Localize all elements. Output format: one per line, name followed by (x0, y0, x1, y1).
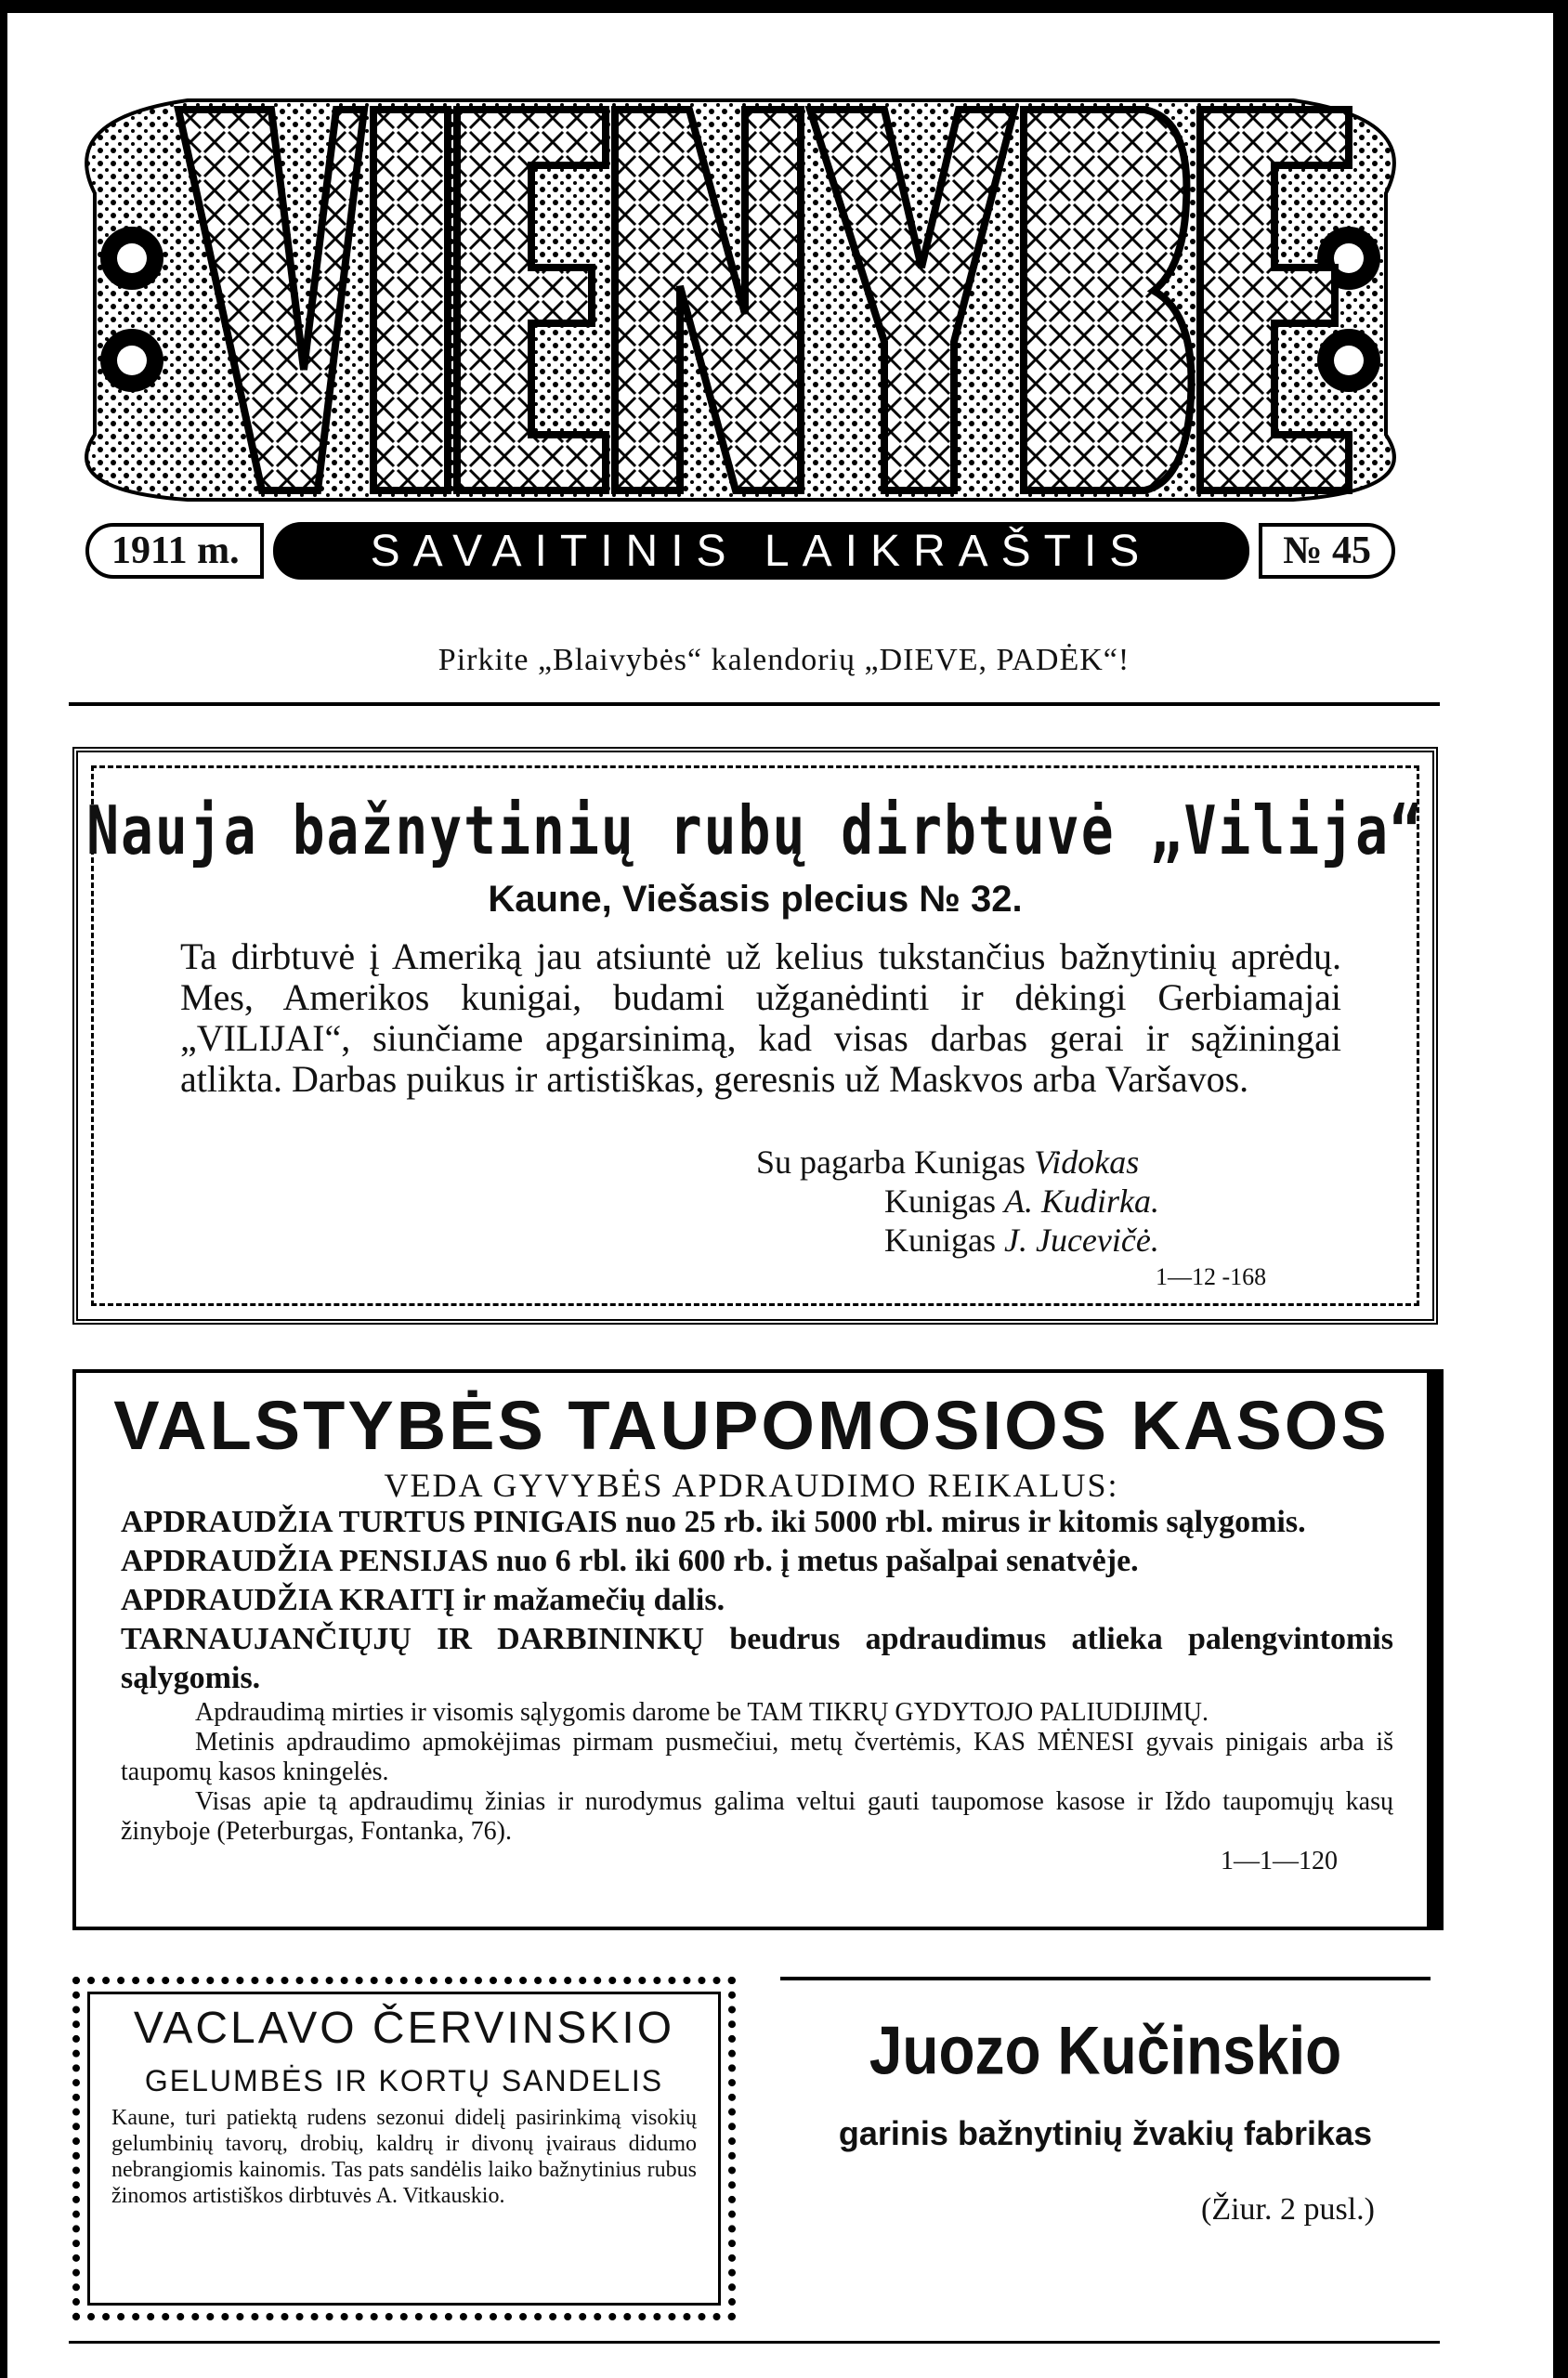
ad-vilija-signature-2 (884, 1182, 1159, 1221)
ad-kucinskio-ref: (Žiur. 2 pusl.) (1201, 2192, 1375, 2227)
masthead-subline (85, 518, 1395, 583)
ad-vilija-ref: 1—12 -168 (1156, 1263, 1267, 1290)
ad-kasos-small: Apdraudimą mirties ir visomis sąlygomis darome be TAM TIKRŲ GYDYTOJO PALIUDIJIMŲ. (195, 1698, 1209, 1727)
ad-kasos-shadow (1431, 1369, 1444, 1930)
ad-kucinskio-subtitle: garinis bažnytinių žvakių fabrikas (838, 2114, 1373, 2152)
ad-kasos-line: TARNAUJANČIŲJŲ IR DARBININKŲ beudrus apdraudimus atlieka palengvintomis sąlygomis. (121, 1622, 1393, 1695)
ad-vilija-signature-1 (756, 1143, 1139, 1182)
masthead-ornament (58, 82, 1423, 518)
signature-name: A. Kudirka. (1004, 1182, 1159, 1220)
ad-kasos-subtitle: VEDA GYVYBĖS APDRAUDIMO REIKALUS: (384, 1467, 1119, 1504)
signature-name: J. Jucevičė. (1004, 1222, 1159, 1259)
ad-kucinskio-title: Juozo Kučinskio (869, 2011, 1342, 2089)
ad-cervinskio-subtitle: GELUMBĖS IR KORTŲ SANDELIS (144, 2064, 664, 2097)
ad-kasos-line: APDRAUDŽIA TURTUS PINIGAIS nuo 25 rb. iki 5000 rbl. mirus ir kitomis sąlygomis. (121, 1505, 1306, 1539)
ad-kasos-title: VALSTYBĖS TAUPOMOSIOS KASOS (113, 1387, 1390, 1464)
ad-kasos-small: Visas apie tą apdraudimų žinias ir nurodymus galima veltui gauti taupomose kasose ir Iždo taupomųjų kasų žinyboje (Peterburgas, Fontanka, 76). (121, 1787, 1393, 1846)
promo-line: Pirkite „Blaivybės“ kalendorių „DIEVE, PADĖK“! (438, 643, 1130, 677)
ad-kasos-line: APDRAUDŽIA PENSIJAS nuo 6 rbl. iki 600 rb. į metus pašalpai senatvėje. (121, 1544, 1139, 1578)
ad-vilija-address: Kaune, Viešasis plecius № 32. (488, 879, 1023, 920)
ad-vilija-title: Nauja bažnytinių rubų dirbtuvė „Vilija“ (86, 790, 1424, 870)
ad-taupomosios-kasos (72, 1369, 1431, 1930)
ad-cervinskio-body: Kaune, turi patiektą rudens sezonui didelį pasirinkimą visokių gelumbinių tavorų, drobių, kaldrų ir divonų įvairaus didumo nebrangiomis kainomis. Tas pats sandėlis laiko bažnytinius rubus žinomos artistiškos dirbtuvės A. Vitkauskio. (111, 2106, 697, 2208)
ad-kucinskio (780, 1977, 1431, 2320)
ad-vilija-body: Ta dirbtuvė į Ameriką jau atsiuntė už kelius tukstančius bažnytinių aprėdų. Mes, Amerikos kunigai, budami užganėdinti ir dėkingi Gerbiamajai „VILIJAI“, siunčiame apgarsinimą, kad visas darbas gerai ir sąžiningai atlikta. Darbas puikus ir artistiškas, geresnis už Maskvos arba Varšavos. (180, 935, 1341, 1100)
year-badge: 1911 m. (85, 523, 264, 579)
ad-cervinskio-title: VACLAVO ČERVINSKIO (133, 2004, 675, 2053)
signature-prefix: Kunigas (884, 1222, 996, 1259)
scan-edge-left (0, 0, 7, 2378)
divider (69, 702, 1440, 706)
signature-prefix: Su pagarba Kunigas (756, 1143, 1026, 1181)
scan-edge-right (1553, 0, 1568, 2378)
scan-edge-top (0, 0, 1568, 13)
ad-cervinskio (72, 1977, 736, 2320)
masthead-subtitle: SAVAITINIS LAIKRAŠTIS (273, 522, 1250, 580)
ad-vilija-signature-3 (884, 1221, 1159, 1260)
issue-number: № 45 (1259, 523, 1395, 579)
signature-name: Vidokas (1033, 1143, 1140, 1181)
ad-kasos-ref: 1—1—120 (1221, 1847, 1338, 1875)
masthead (58, 82, 1423, 602)
ad-vilija (72, 747, 1438, 1325)
ad-kasos-lines (121, 1503, 1393, 1876)
ad-kasos-small: Metinis apdraudimo apmokėjimas pirmam pusmečiui, metų čvertėmis, KAS MĖNESI gyvais pinigais arba iš taupomų kasos kningelės. (121, 1728, 1393, 1786)
bottom-divider (69, 2341, 1440, 2344)
divider (780, 1977, 1431, 1980)
signature-prefix: Kunigas (884, 1182, 996, 1220)
ad-kasos-line: APDRAUDŽIA KRAITĮ ir mažamečių dalis. (121, 1583, 725, 1617)
